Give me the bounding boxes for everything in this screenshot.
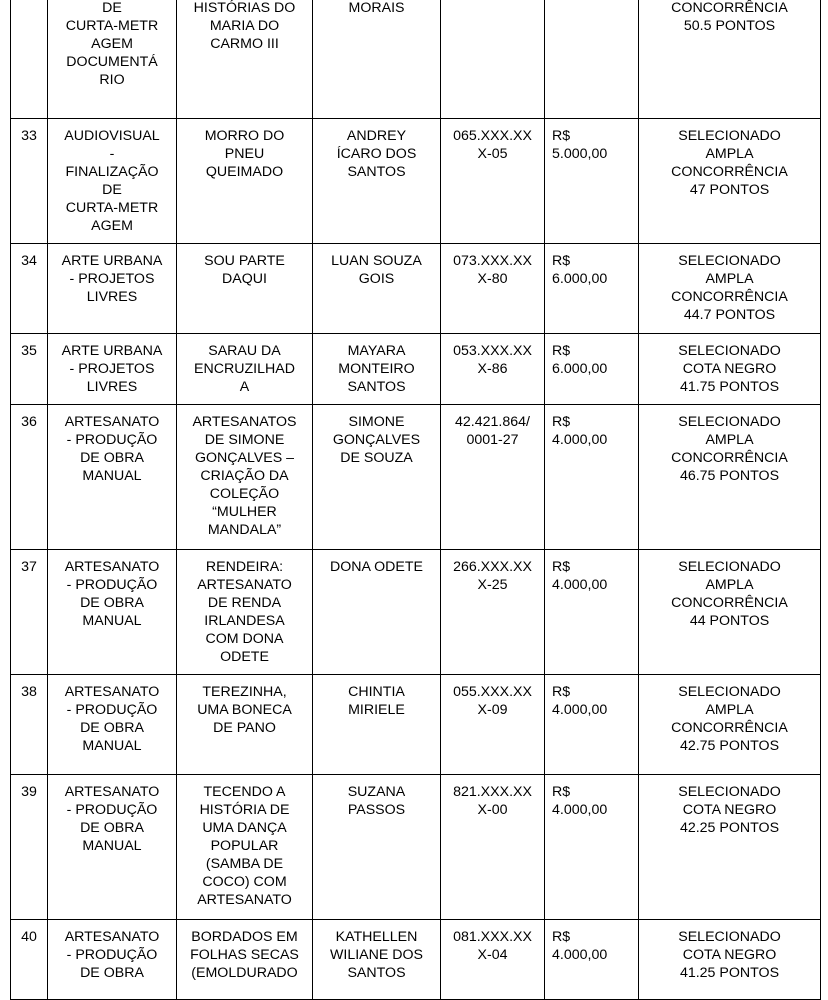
results-table: [10, 0, 821, 1000]
value-cell: [545, 0, 639, 119]
proponent-cell: MAYARA MONTEIRO SANTOS: [313, 334, 441, 405]
table-row: [11, 119, 821, 244]
row-number: 35: [11, 334, 48, 405]
value-cell: R$ 6.000,00: [545, 244, 639, 334]
project-cell: HISTÓRIAS DO MARIA DO CARMO III: [177, 0, 313, 119]
document-id-cell: 073.XXX.XX X-80: [441, 244, 545, 334]
value-cell: R$ 6.000,00: [545, 334, 639, 405]
status-cell: CONCORRÊNCIA 50.5 PONTOS: [639, 0, 821, 119]
table-row: [11, 334, 821, 405]
proponent-cell: SUZANA PASSOS: [313, 775, 441, 920]
project-cell: TECENDO A HISTÓRIA DE UMA DANÇA POPULAR (SAMBA DE COCO) COM ARTESANATO: [177, 775, 313, 920]
row-number: 36: [11, 405, 48, 550]
project-cell: SOU PARTE DAQUI: [177, 244, 313, 334]
table-row: [11, 775, 821, 920]
category-cell: DE CURTA-METR AGEM DOCUMENTÁ RIO: [48, 0, 177, 119]
document-id-cell: 821.XXX.XX X-00: [441, 775, 545, 920]
value-cell: R$ 5.000,00: [545, 119, 639, 244]
row-number: 40: [11, 920, 48, 1000]
value-cell: R$ 4.000,00: [545, 675, 639, 775]
category-cell: ARTESANATO - PRODUÇÃO DE OBRA MANUAL: [48, 550, 177, 675]
value-cell: R$ 4.000,00: [545, 920, 639, 1000]
document-id-cell: 065.XXX.XX X-05: [441, 119, 545, 244]
category-cell: ARTE URBANA - PROJETOS LIVRES: [48, 244, 177, 334]
project-cell: MORRO DO PNEU QUEIMADO: [177, 119, 313, 244]
category-cell: ARTESANATO - PRODUÇÃO DE OBRA MANUAL: [48, 675, 177, 775]
status-cell: SELECIONADO AMPLA CONCORRÊNCIA 47 PONTOS: [639, 119, 821, 244]
proponent-cell: SIMONE GONÇALVES DE SOUZA: [313, 405, 441, 550]
document-id-cell: 266.XXX.XX X-25: [441, 550, 545, 675]
category-cell: ARTESANATO - PRODUÇÃO DE OBRA MANUAL: [48, 775, 177, 920]
value-cell: R$ 4.000,00: [545, 405, 639, 550]
row-number: 39: [11, 775, 48, 920]
document-id-cell: [441, 0, 545, 119]
row-number: 38: [11, 675, 48, 775]
document-id-cell: 081.XXX.XX X-04: [441, 920, 545, 1000]
table-row: [11, 405, 821, 550]
table-row: [11, 0, 821, 119]
status-cell: SELECIONADO COTA NEGRO 41.75 PONTOS: [639, 334, 821, 405]
category-cell: ARTESANATO - PRODUÇÃO DE OBRA MANUAL: [48, 405, 177, 550]
category-cell: ARTE URBANA - PROJETOS LIVRES: [48, 334, 177, 405]
project-cell: RENDEIRA: ARTESANATO DE RENDA IRLANDESA COM DONA ODETE: [177, 550, 313, 675]
status-cell: SELECIONADO AMPLA CONCORRÊNCIA 42.75 PONTOS: [639, 675, 821, 775]
project-cell: BORDADOS EM FOLHAS SECAS (EMOLDURADO: [177, 920, 313, 1000]
document-id-cell: 053.XXX.XX X-86: [441, 334, 545, 405]
proponent-cell: DONA ODETE: [313, 550, 441, 675]
category-cell: ARTESANATO - PRODUÇÃO DE OBRA: [48, 920, 177, 1000]
status-cell: SELECIONADO AMPLA CONCORRÊNCIA 46.75 PONTOS: [639, 405, 821, 550]
status-cell: SELECIONADO COTA NEGRO 41.25 PONTOS: [639, 920, 821, 1000]
table-row: [11, 675, 821, 775]
status-cell: SELECIONADO AMPLA CONCORRÊNCIA 44 PONTOS: [639, 550, 821, 675]
row-number: 34: [11, 244, 48, 334]
status-cell: SELECIONADO AMPLA CONCORRÊNCIA 44.7 PONTOS: [639, 244, 821, 334]
project-cell: TEREZINHA, UMA BONECA DE PANO: [177, 675, 313, 775]
row-number: 33: [11, 119, 48, 244]
project-cell: SARAU DA ENCRUZILHAD A: [177, 334, 313, 405]
document-id-cell: 42.421.864/ 0001-27: [441, 405, 545, 550]
proponent-cell: LUAN SOUZA GOIS: [313, 244, 441, 334]
proponent-cell: KATHELLEN WILIANE DOS SANTOS: [313, 920, 441, 1000]
proponent-cell: MORAIS: [313, 0, 441, 119]
category-cell: AUDIOVISUAL - FINALIZAÇÃO DE CURTA-METR AGEM: [48, 119, 177, 244]
table-row: [11, 550, 821, 675]
row-number: [11, 0, 48, 119]
row-number: 37: [11, 550, 48, 675]
project-cell: ARTESANATOS DE SIMONE GONÇALVES – CRIAÇÃO DA COLEÇÃO “MULHER MANDALA”: [177, 405, 313, 550]
status-cell: SELECIONADO COTA NEGRO 42.25 PONTOS: [639, 775, 821, 920]
value-cell: R$ 4.000,00: [545, 550, 639, 675]
value-cell: R$ 4.000,00: [545, 775, 639, 920]
document-id-cell: 055.XXX.XX X-09: [441, 675, 545, 775]
proponent-cell: CHINTIA MIRIELE: [313, 675, 441, 775]
table-row: [11, 244, 821, 334]
table-row: [11, 920, 821, 1000]
proponent-cell: ANDREY ÍCARO DOS SANTOS: [313, 119, 441, 244]
